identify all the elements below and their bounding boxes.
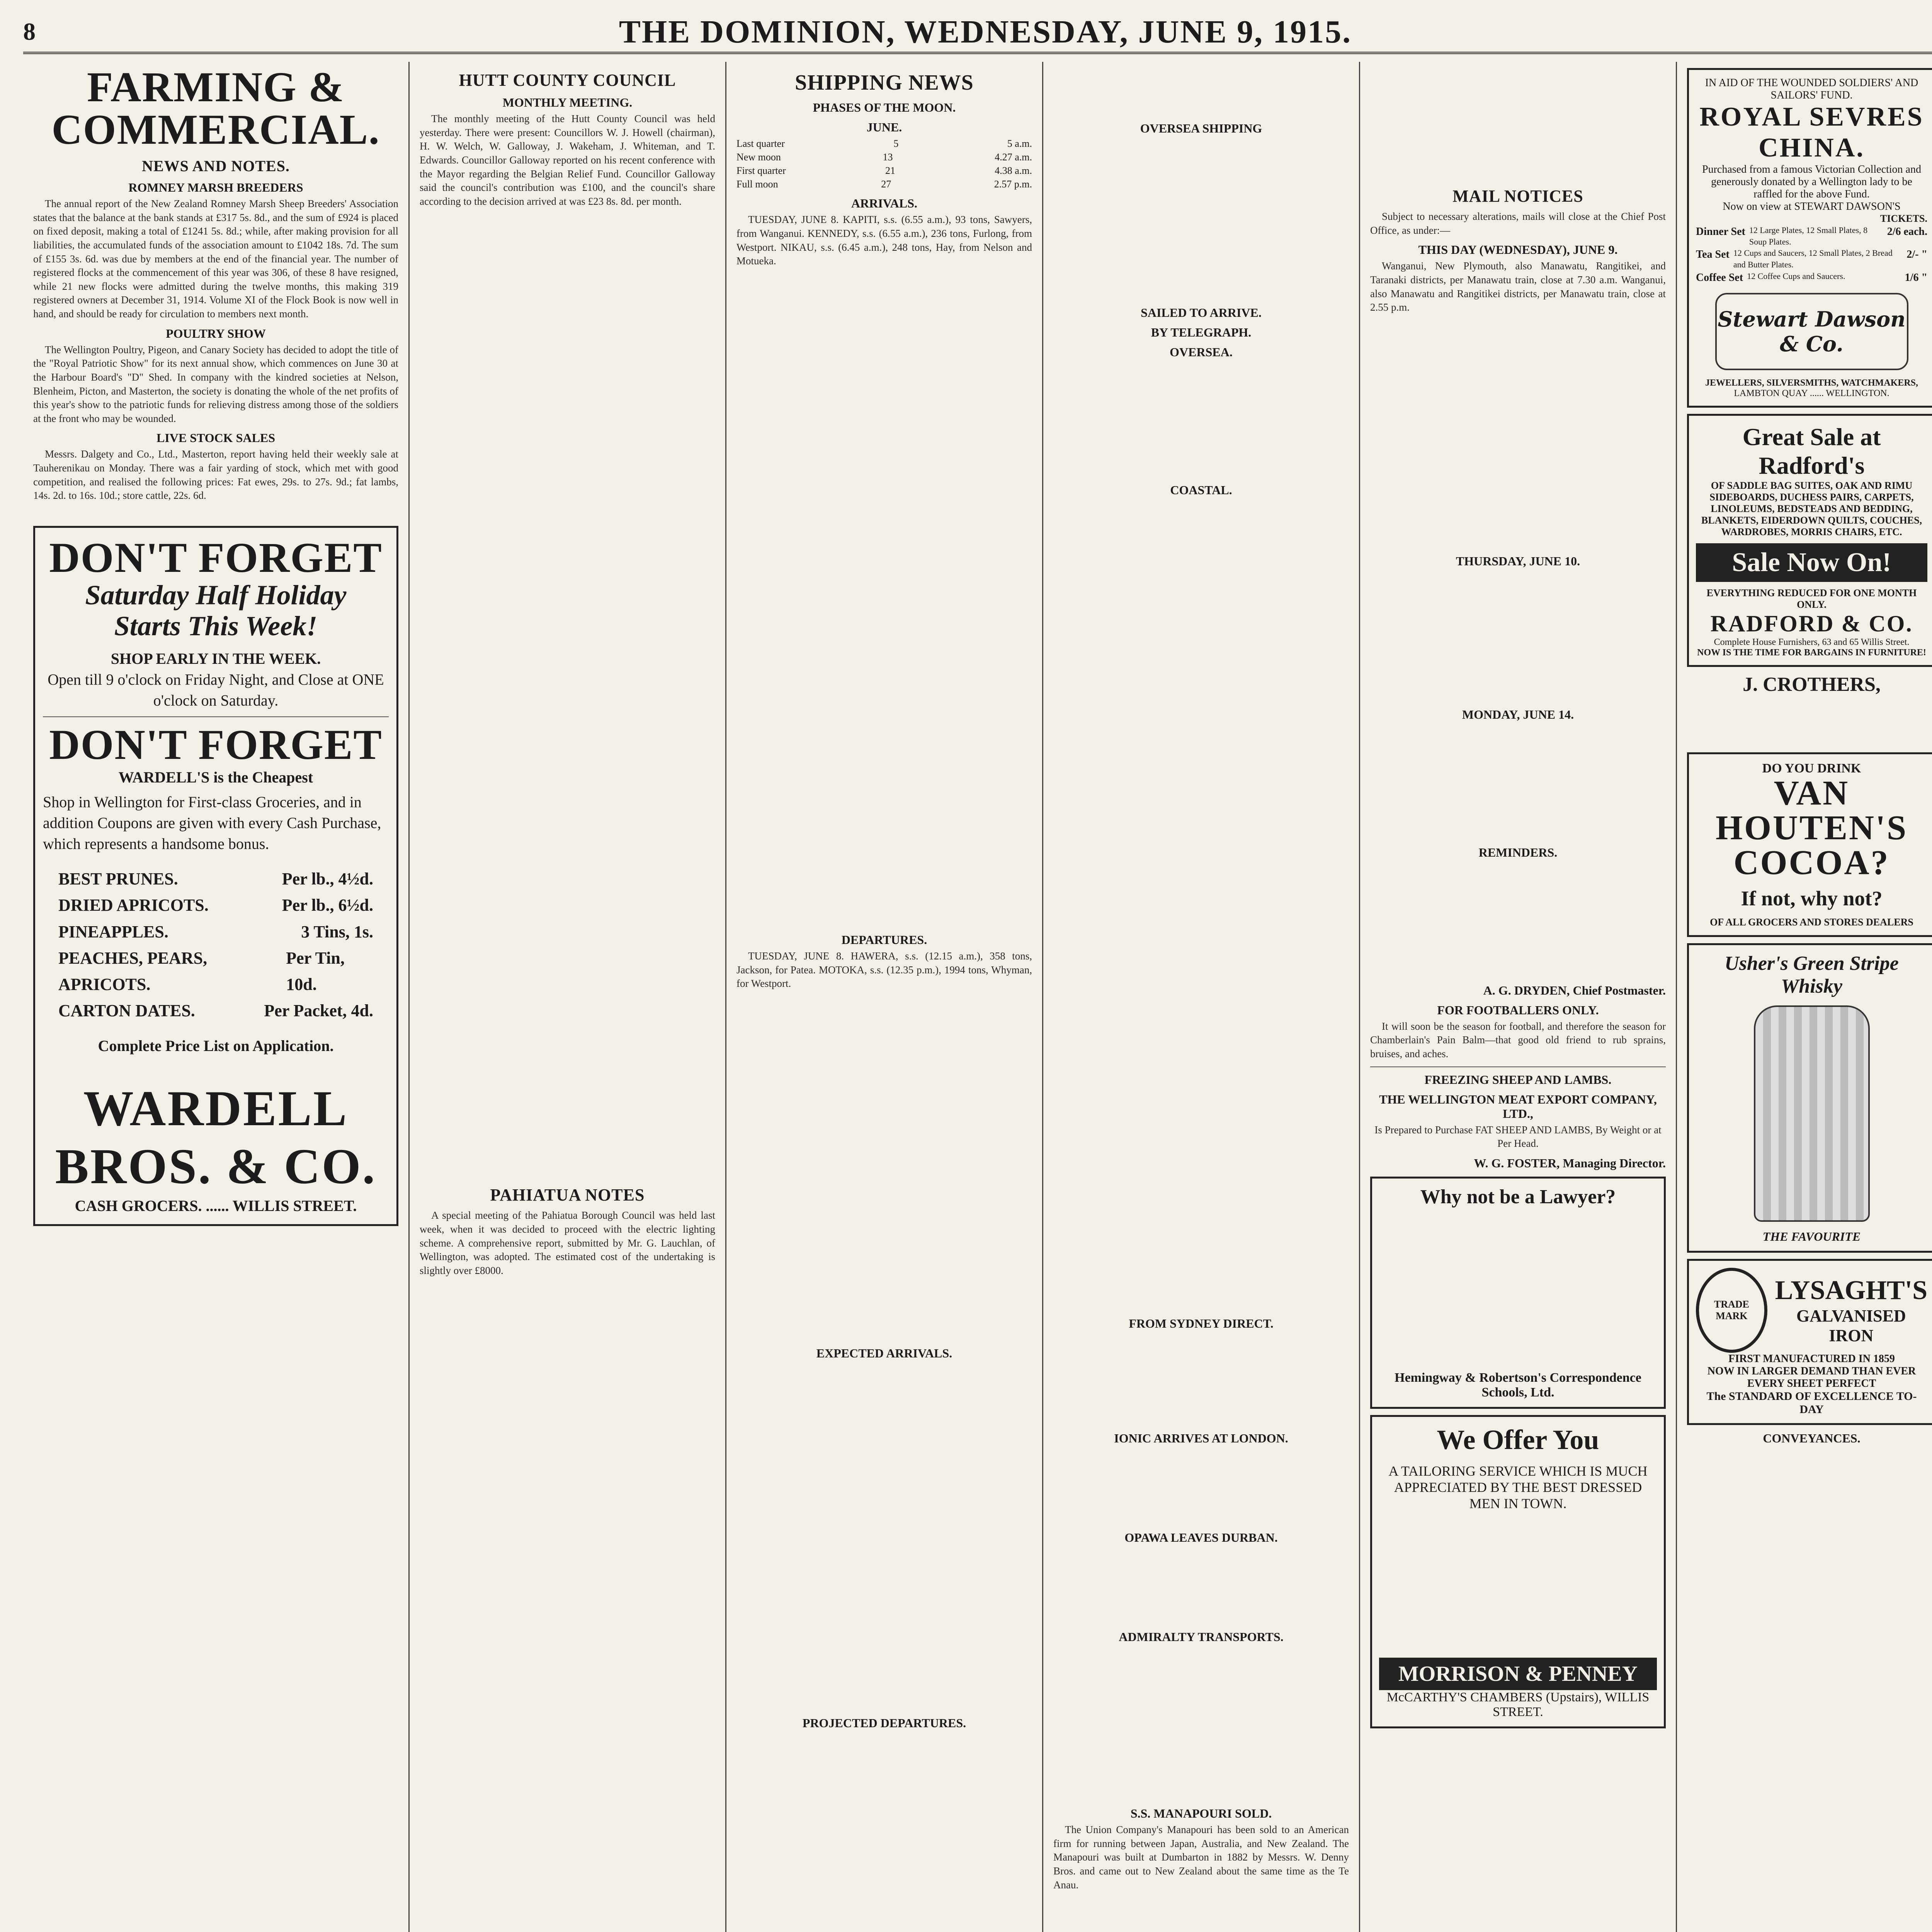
ad-dont-forget-title: DON'T FORGET (49, 534, 383, 581)
lysaght-heading: LYSAGHT'S (1775, 1275, 1927, 1305)
column-oversea-shipping (1043, 62, 1360, 1932)
wardell-address: CASH GROCERS. ...... WILLIS STREET. (75, 1197, 357, 1215)
china-sets (1696, 224, 1927, 285)
lysaght-ad (1687, 1259, 1932, 1425)
china-set-row: Tea Set 12 Cups and Saucers, 12 Small Plates, 2 Bread and Butter Plates. 2/- " (1696, 248, 1927, 270)
stewart-dawson-logo: Stewart Dawson & Co. (1715, 293, 1908, 370)
pahiatua-article: A special meeting of the Pahiatua Borough Council was held last week, when it was decided to proceed with the electric lighting scheme. A comprehensive report, submitted by Mr. G. Lauchlan, of Wellington, was adopted. The estimated cost of the undertaking is slightly over £8000. (420, 1209, 715, 1276)
opawa-heading: OPAWA LEAVES DURBAN. (1124, 1531, 1278, 1544)
monthly-meeting-subhead: MONTHLY MEETING. (502, 95, 633, 109)
lysaght-line-1: FIRST MANUFACTURED IN 1859 (1728, 1352, 1895, 1365)
whisky-bottle-icon (1754, 1005, 1870, 1222)
mail-date: THIS DAY (WEDNESDAY), JUNE 9. (1418, 243, 1618, 257)
sevres-title: ROYAL SEVRES CHINA. (1699, 102, 1924, 163)
price-row: PEACHES, PEARS, APRICOTS. Per Tin, 10d. (58, 948, 345, 994)
moon-month: JUNE. (866, 120, 902, 134)
shipping-news-heading: SHIPPING NEWS (795, 71, 974, 95)
romney-article: The annual report of the New Zealand Romney Marsh Sheep Breeders' Association states that the balance at the bank stands at £317 5s. 8d., and the sum of £924 is placed on fixed deposit, making a total of £1241 5s. 8d.; while, after making provision for all liabilities, the accumulated funds of the association amount to £1042 18s. 7d. The sum of £155 3s. 6d. was due by members at the end of the financial year. The number of registered flocks at the commencement of this year was 306, of these 8 have resigned, while 21 new flocks were admitted during the twelve months, this making 319 registered owners at December 31, 1914. Volume XI of the Flock Book is now well in hand, and should be ready for circulation to members next month. (33, 198, 398, 320)
lysaght-sub: GALVANISED IRON (1796, 1306, 1906, 1345)
price-row: CARTON DATES. Per Packet, 4d. (58, 1001, 373, 1020)
price-list-footer: Complete Price List on Application. (98, 1037, 334, 1055)
column-advertisements (1677, 62, 1932, 1932)
departures-list: TUESDAY, JUNE 8. HAWERA, s.s. (12.15 a.m.), 358 tons, Jackson, for Patea. MOTOKA, s.s. (12.35 p.m.), 1994 tons, Whyman, for Westport. (736, 950, 1032, 990)
offer-text: A TAILORING SERVICE WHICH IS MUCH APPRECIATED BY THE BEST DRESSED MEN IN TOWN. (1388, 1463, 1648, 1511)
offer-heading: We Offer You (1437, 1424, 1599, 1455)
ad-coupons-text: Shop in Wellington for First-class Groceries, and in addition Coupons are given with every Cash Purchase, which represents a handsome bonus. (43, 793, 381, 853)
stewart-line-2: LAMBTON QUAY ...... WELLINGTON. (1734, 388, 1889, 398)
coastal-heading: COASTAL. (1170, 483, 1232, 497)
by-telegraph-heading: BY TELEGRAPH. (1151, 325, 1252, 339)
ionic-heading: IONIC ARRIVES AT LONDON. (1114, 1431, 1288, 1445)
mail-monday: MONDAY, JUNE 14. (1462, 707, 1574, 721)
manapouri-article: The Union Company's Manapouri has been sold to an American firm for running between Japan, Australia, and New Zealand. The Manapouri was built at Dumbarton in 1882 by Messrs. W. Denny Bros. and came out to New Zealand about the same time as the Te Anau. (1053, 1824, 1349, 1891)
sevres-view: Now on view at STEWART DAWSON'S (1723, 201, 1901, 213)
projected-departures-heading: PROJECTED DEPARTURES. (802, 1716, 966, 1730)
moon-row: New moon 13 4.27 a.m. (736, 151, 1032, 163)
masthead (23, 12, 1932, 54)
page-number: 8 (23, 18, 36, 45)
price-list (43, 866, 389, 1024)
mail-reminders: REMINDERS. (1478, 845, 1558, 859)
arrivals-list-cont (736, 270, 1032, 927)
van-houten-name: VAN HOUTEN'S COCOA? (1715, 774, 1908, 882)
ad-opening-hours: Open till 9 o'clock on Friday Night, and Close at ONE o'clock on Saturday. (48, 670, 384, 709)
ad-shop-early: SHOP EARLY IN THE WEEK. (111, 650, 321, 667)
ad-starts-this-week: Starts This Week! (114, 610, 318, 641)
romney-heading: ROMNEY MARSH BREEDERS (128, 180, 303, 194)
sailed-to-arrive-heading: SAILED TO ARRIVE. (1141, 306, 1262, 320)
sevres-aid: IN AID OF THE WOUNDED SOLDIERS' AND SAILORS' FUND. (1705, 77, 1918, 101)
hutt-council-heading: HUTT COUNTY COUNCIL (459, 71, 676, 90)
ad-dont-forget-title-2: DON'T FORGET (49, 721, 383, 768)
whisky-tag: THE FAVOURITE (1762, 1229, 1861, 1243)
conveyances-heading: CONVEYANCES. (1763, 1431, 1861, 1445)
sevres-text: Purchased from a famous Victorian Collection and generously donated by a Wellington lady to be raffled for the above Fund. (1702, 163, 1921, 200)
from-sydney-heading: FROM SYDNEY DIRECT. (1129, 1316, 1274, 1330)
column-hutt-council (410, 62, 726, 1932)
radford-tagline: EVERYTHING REDUCED FOR ONE MONTH ONLY. (1706, 587, 1917, 610)
departures-list-cont (736, 993, 1032, 1341)
china-set-row: Dinner Set 12 Large Plates, 12 Small Plates, 8 Soup Plates. 2/6 each. (1696, 225, 1927, 247)
expected-arrivals-heading: EXPECTED ARRIVALS. (816, 1346, 952, 1360)
newspaper-title: THE DOMINION, WEDNESDAY, JUNE 9, 1915. (619, 14, 1352, 50)
radford-text: OF SADDLE BAG SUITES, OAK AND RIMU SIDEBOARDS, DUCHESS PAIRS, CARPETS, LINOLEUMS, BEDSTEADS AND BEDDING, BLANKETS, EIDERDOWN QUILTS, COUCHES, WARDROBES, MORRIS CHAIRS, ETC. (1701, 480, 1922, 537)
lawyer-footer: Hemingway & Robertson's Correspondence Schools, Ltd. (1395, 1370, 1641, 1400)
lawyer-heading: Why not be a Lawyer? (1420, 1185, 1616, 1208)
van-houten-ad (1687, 752, 1932, 937)
radford-sale-now-on: Sale Now On! (1696, 543, 1927, 582)
price-row: BEST PRUNES. Per lb., 4½d. (58, 869, 373, 889)
poultry-heading: POULTRY SHOW (166, 326, 266, 340)
lawyer-ad (1370, 1177, 1666, 1409)
oversea-shipping-heading: OVERSEA SHIPPING (1140, 121, 1262, 135)
radford-heading: Great Sale at Radford's (1742, 423, 1881, 479)
van-houten-footer: OF ALL GROCERS AND STORES DEALERS (1710, 916, 1913, 928)
oversea-heading: OVERSEA. (1170, 345, 1233, 359)
column-shipping-news (726, 62, 1043, 1932)
price-row: DRIED APRICOTS. Per lb., 6½d. (58, 896, 373, 915)
lysaght-line-3: EVERY SHEET PERFECT (1747, 1377, 1876, 1389)
mail-notices-heading: MAIL NOTICES (1452, 187, 1583, 206)
livestock-heading: LIVE STOCK SALES (156, 431, 276, 445)
mail-subtext: Subject to necessary alterations, mails will close at the Chief Post Office, as under:— (1370, 211, 1666, 236)
news-notes-subhead: NEWS AND NOTES. (142, 157, 290, 175)
wardell-bros-name: WARDELL BROS. & CO. (55, 1081, 377, 1195)
moon-row: First quarter 21 4.38 a.m. (736, 165, 1032, 177)
pahiatua-article-cont (420, 1280, 715, 1932)
column-farming-commercial (23, 62, 410, 1932)
mail-text: Wanganui, New Plymouth, also Manawatu, Rangitikei, and Taranaki districts, per Manawatu train, close at 7.30 a.m. Wanganui, also Manawatu and Rangitikei districts, per Manawatu train, close at 2.55 p.m. (1370, 260, 1666, 313)
tailoring-ad (1370, 1415, 1666, 1728)
pahiatua-heading: PAHIATUA NOTES (490, 1185, 645, 1205)
column-mail-notices (1360, 62, 1677, 1932)
radford-footer: NOW IS THE TIME FOR BARGAINS IN FURNITURE! (1697, 647, 1926, 658)
moon-table (736, 137, 1032, 191)
meat-company: THE WELLINGTON MEAT EXPORT COMPANY, LTD., (1379, 1092, 1657, 1121)
manapouri-heading: S.S. MANAPOURI SOLD. (1130, 1806, 1272, 1820)
footballers-text: It will soon be the season for football, and therefore the season for Chamberlain's Pain Balm—that good old friend to rub sprains, bruises, and aches. (1370, 1020, 1666, 1060)
sevres-china-ad (1687, 68, 1932, 408)
ad-wardells-cheapest: WARDELL'S is the Cheapest (118, 769, 313, 786)
moon-phases-heading: PHASES OF THE MOON. (813, 100, 956, 114)
arrivals-heading: ARRIVALS. (851, 196, 917, 211)
freezing-heading: FREEZING SHEEP AND LAMBS. (1424, 1072, 1612, 1087)
radford-name: RADFORD & CO. (1710, 611, 1913, 636)
radford-ad (1687, 414, 1932, 667)
whisky-heading: Usher's Green Stripe Whisky (1725, 952, 1899, 997)
footballers-heading: FOR FOOTBALLERS ONLY. (1437, 1003, 1599, 1017)
moon-row: Last quarter 5 5 a.m. (736, 138, 1032, 149)
tickets-label: TICKETS. (1880, 213, 1927, 224)
mail-thursday: THURSDAY, JUNE 10. (1456, 554, 1580, 568)
meat-text: Is Prepared to Purchase FAT SHEEP AND LAMBS, By Weight or at Per Head. (1374, 1124, 1662, 1150)
morrison-address: McCARTHY'S CHAMBERS (Upstairs), WILLIS STREET. (1386, 1690, 1650, 1719)
admiralty-heading: ADMIRALTY TRANSPORTS. (1119, 1630, 1284, 1644)
stewart-line-1: JEWELLERS, SILVERSMITHS, WATCHMAKERS, (1705, 378, 1918, 388)
crothers-name: J. CROTHERS, (1743, 673, 1881, 696)
china-set-row: Coffee Set 12 Coffee Cups and Saucers. 1/6 " (1696, 271, 1927, 284)
lysaght-line-4: The STANDARD OF EXCELLENCE TO-DAY (1706, 1389, 1917, 1416)
moon-row: Full moon 27 2.57 p.m. (736, 179, 1032, 190)
poultry-article: The Wellington Poultry, Pigeon, and Canary Society has decided to adopt the title of the "Royal Patriotic Show" for its next annual show, which commences on June 30 at the Harbour Board's "D" Shed. In company with the kindred societies at Nelson, Blenheim, Picton, and Masterton, the society is donating the whole of the net profits of this year's show to the patriotic funds for relieving distress among those of the soldiers at the front who may be wounded. (33, 344, 398, 424)
van-houten-tagline: If not, why not? (1741, 886, 1883, 910)
saturday-holiday-ad (33, 526, 398, 1226)
crown-trade-mark-icon: TRADE MARK (1696, 1268, 1767, 1353)
lysaght-line-2: NOW IN LARGER DEMAND THAN EVER (1707, 1365, 1916, 1377)
price-row: PINEAPPLES. 3 Tins, 1s. (58, 922, 373, 941)
morrison-name: MORRISON & PENNEY (1379, 1658, 1657, 1690)
ad-saturday-half-holiday: Saturday Half Holiday (85, 580, 347, 611)
postmaster-signature: A. G. DRYDEN, Chief Postmaster. (1483, 983, 1666, 997)
usher-whisky-ad (1687, 943, 1932, 1253)
radford-address: Complete House Furnishers, 63 and 65 Willis Street. (1714, 637, 1910, 647)
meat-signature: W. G. FOSTER, Managing Director. (1474, 1156, 1666, 1170)
arrivals-list: TUESDAY, JUNE 8. KAPITI, s.s. (6.55 a.m.), 93 tons, Sawyers, from Wanganui. KENNEDY, s.s. (6.55 a.m.), 236 tons, Furlong, from Westport. NIKAU, s.s. (6.45 a.m.), 248 tons, Hay, from Nelson and Motueka. (736, 214, 1032, 267)
farming-headline: FARMING & COMMERCIAL. (51, 63, 380, 153)
hutt-council-article-cont (420, 211, 715, 1177)
departures-heading: DEPARTURES. (841, 932, 927, 947)
van-houten-do: DO YOU DRINK (1762, 761, 1861, 776)
hutt-council-article: The monthly meeting of the Hutt County Council was held yesterday. There were present: Councillors W. J. Howell (chairman), H. W. Welch, W. Galloway, J. Wakeham, J. Whiteman, and T. Edwards. Councillor Galloway reported on his recent conference with the Mayor regarding the Belgian Relief Fund. Councillor Galloway said the council's contribution was £100, and the council's share according to the decision arrived at was £23 8s. 8d. per month. (420, 113, 715, 207)
livestock-article: Messrs. Dalgety and Co., Ltd., Masterton, report having held their weekly sale at Tauherenikau on Monday. There was a fair yarding of stock, which met with good competition, and realised the following prices: Fat ewes, 29s. to 27s. 9d.; fat lambs, 14s. 2d. to 16s. 10d.; store cattle, 22s. 6d. (33, 448, 398, 502)
